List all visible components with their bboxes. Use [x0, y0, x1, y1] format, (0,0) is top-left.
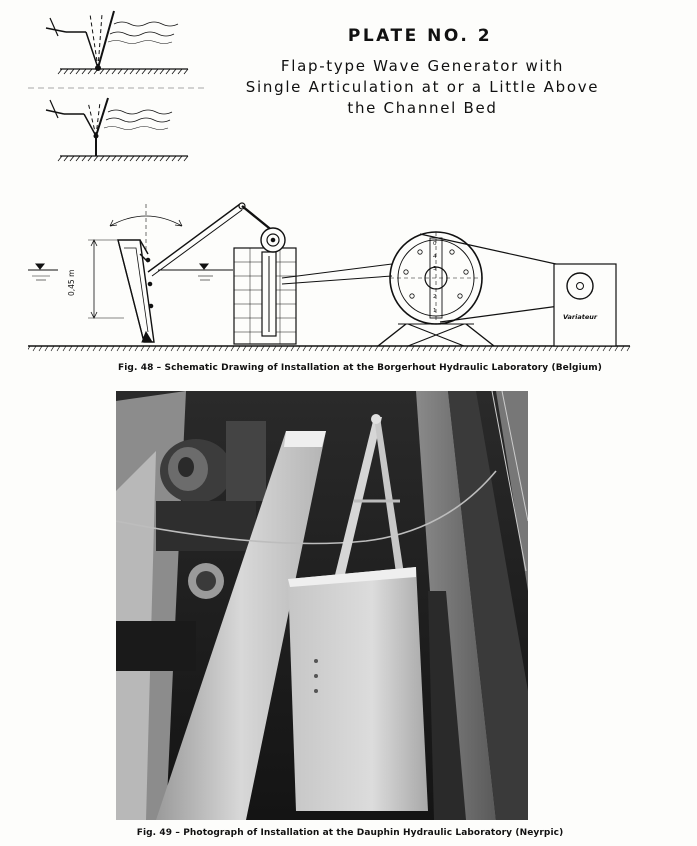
fig49-photograph — [116, 391, 528, 820]
variator-belt-upper — [420, 234, 574, 268]
flap-sketches — [28, 6, 208, 166]
plate-subtitle — [215, 56, 630, 119]
variator-label: Variateur — [563, 313, 598, 321]
flap-sketch-bed-hinge — [46, 11, 188, 74]
flap-sketch-raised-hinge — [46, 98, 188, 161]
drive-belt — [282, 264, 392, 278]
drive-wheel — [378, 232, 494, 346]
fig48-caption: Fig. 48 – Schematic Drawing of Installation at the Borgerhout Hydraulic Laboratory (Belgium) — [117, 363, 602, 373]
connecting-rod — [148, 204, 240, 272]
flap-plate — [288, 567, 428, 811]
crank-tower — [234, 228, 296, 344]
plate-title: PLATE NO. 2 — [347, 26, 493, 46]
wheel-mark: 4 — [433, 254, 437, 260]
plate-subtitle-line-2: Single Articulation at or a Little Above — [245, 78, 600, 96]
plate-subtitle-line-1: Flap-type Wave Generator with — [280, 57, 565, 75]
depth-label: 0,45 m — [67, 269, 76, 296]
variator-box — [554, 264, 616, 346]
wheel-mark: 3 — [433, 266, 437, 272]
plate-subtitle-line-3: the Channel Bed — [347, 99, 498, 117]
wheel-mark: 2 — [433, 294, 437, 300]
fig48-schematic — [28, 192, 638, 358]
wheel-mark: 1 — [433, 308, 437, 314]
wheel-scale-marks — [433, 241, 437, 314]
fig49-caption: Fig. 49 – Photograph of Installation at the Dauphin Hydraulic Laboratory (Neyrpic) — [136, 828, 564, 838]
wheel-mark: 0 — [433, 241, 437, 247]
flap-paddle — [118, 240, 154, 342]
